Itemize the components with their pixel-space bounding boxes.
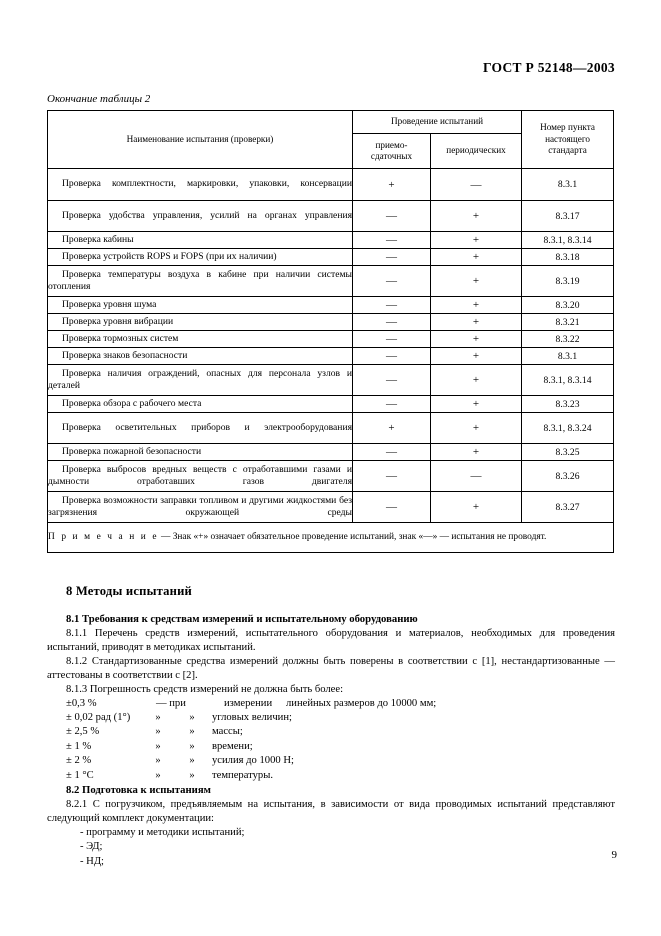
cell-acceptance-mark: — xyxy=(353,365,431,396)
table-row xyxy=(48,444,614,461)
cell-periodic-mark: + xyxy=(431,348,522,365)
table-note-text: — Знак «+» означает обязательное проведение испытаний, знак «—» — испытания не проводят. xyxy=(158,532,547,543)
cell-acceptance-mark: — xyxy=(353,492,431,523)
cell-clause: 8.3.25 xyxy=(522,444,614,461)
precision-row xyxy=(47,769,615,783)
table-row xyxy=(48,201,614,232)
list-item: - НД; xyxy=(80,855,104,867)
precision-ditto-2: » xyxy=(189,740,195,752)
cell-periodic-mark: + xyxy=(431,201,522,232)
cell-periodic-mark: — xyxy=(431,169,522,201)
cell-test-name: Проверка возможности заправки топливом и другими жидкостями без загрязнения окружающей среды xyxy=(48,492,353,523)
cell-acceptance-mark: — xyxy=(353,266,431,297)
precision-description: времени; xyxy=(212,740,253,752)
precision-ditto-2: » xyxy=(189,755,195,767)
subsection-8-2-title: 8.2 Подготовка к испытаниям xyxy=(66,784,211,797)
precision-description: температуры. xyxy=(212,769,273,781)
precision-row xyxy=(47,711,615,725)
clause-header-line-3: стандарта xyxy=(548,145,587,156)
precision-ditto-1: » xyxy=(155,726,161,738)
column-header-periodic: периодических xyxy=(431,134,522,169)
cell-test-name: Проверка кабины xyxy=(48,232,353,249)
cell-periodic-mark: + xyxy=(431,266,522,297)
table-row xyxy=(48,266,614,297)
test-methods-table xyxy=(47,110,614,553)
precision-value: ± 2,5 % xyxy=(66,726,100,738)
precision-description: угловых величин; xyxy=(212,711,292,723)
cell-test-name: Проверка наличия ограждений, опасных для персонала узлов и деталей xyxy=(48,365,353,396)
cell-periodic-mark: + xyxy=(431,444,522,461)
cell-clause: 8.3.1, 8.3.14 xyxy=(522,232,614,249)
cell-test-name: Проверка пожарной безопасности xyxy=(48,444,353,461)
precision-ditto-1: — при xyxy=(156,697,186,709)
subsection-8-1-title: 8.1 Требования к средствам измерений и испытательному оборудованию xyxy=(66,612,418,625)
cell-clause: 8.3.18 xyxy=(522,249,614,266)
documentation-list xyxy=(47,826,615,869)
page-number: 9 xyxy=(611,849,617,861)
cell-test-name: Проверка температуры воздуха в кабине при наличии системы отопления xyxy=(48,266,353,297)
precision-value: ± 0,02 рад (1°) xyxy=(66,711,131,723)
list-item: - программу и методики испытаний; xyxy=(80,827,245,839)
table-note-row xyxy=(48,523,614,553)
precision-ditto-1: » xyxy=(155,769,161,781)
cell-acceptance-mark: + xyxy=(353,169,431,201)
precision-row xyxy=(47,740,615,754)
table-row xyxy=(48,348,614,365)
cell-periodic-mark: + xyxy=(431,396,522,413)
column-header-name: Наименование испытания (проверки) xyxy=(48,111,353,169)
cell-periodic-mark: + xyxy=(431,492,522,523)
cell-periodic-mark: + xyxy=(431,249,522,266)
table-2-container xyxy=(47,110,613,553)
cell-test-name: Проверка осветительных приборов и электрооборудования xyxy=(48,413,353,444)
precision-ditto-2: » xyxy=(189,769,195,781)
table-row xyxy=(48,297,614,314)
cell-test-name: Проверка уровня вибрации xyxy=(48,314,353,331)
precision-list xyxy=(47,697,615,783)
precision-value: ± 2 % xyxy=(66,755,92,767)
cell-clause: 8.3.27 xyxy=(522,492,614,523)
precision-ditto-2: измерении xyxy=(224,697,273,709)
cell-clause: 8.3.23 xyxy=(522,396,614,413)
cell-test-name: Проверка знаков безопасности xyxy=(48,348,353,365)
cell-periodic-mark: + xyxy=(431,413,522,444)
precision-description: усилия до 1000 Н; xyxy=(212,755,294,767)
cell-acceptance-mark: — xyxy=(353,201,431,232)
table-body xyxy=(48,169,614,553)
column-header-group-testing: Проведение испытаний xyxy=(353,111,522,134)
precision-ditto-1: » xyxy=(155,755,161,767)
column-header-clause xyxy=(522,111,614,169)
cell-test-name: Проверка удобства управления, усилий на органах управления xyxy=(48,201,353,232)
cell-test-name: Проверка устройств ROPS и FOPS (при их наличии) xyxy=(48,249,353,266)
cell-acceptance-mark: — xyxy=(353,314,431,331)
table-row xyxy=(48,461,614,492)
list-item: - ЭД; xyxy=(80,841,103,853)
table-row xyxy=(48,492,614,523)
table-row xyxy=(48,365,614,396)
cell-acceptance-mark: — xyxy=(353,249,431,266)
paragraph-8-1-1: 8.1.1 Перечень средств измерений, испытательного оборудования и материалов, необходимых для проведения испытаний, приводят в методиках испытаний. xyxy=(47,627,615,653)
cell-periodic-mark: + xyxy=(431,331,522,348)
precision-ditto-1: » xyxy=(155,711,161,723)
precision-description: массы; xyxy=(212,726,243,738)
cell-acceptance-mark: — xyxy=(353,232,431,249)
cell-periodic-mark: + xyxy=(431,314,522,331)
cell-acceptance-mark: + xyxy=(353,413,431,444)
precision-description: линейных размеров до 10000 мм; xyxy=(286,697,437,709)
table-row xyxy=(48,331,614,348)
table-row xyxy=(48,396,614,413)
table-row xyxy=(48,314,614,331)
table-row xyxy=(48,413,614,444)
cell-test-name: Проверка выбросов вредных веществ с отработавшими газами и дымности отработавших газов двигателя xyxy=(48,461,353,492)
cell-test-name: Проверка обзора с рабочего места xyxy=(48,396,353,413)
cell-clause: 8.3.1 xyxy=(522,348,614,365)
table-row xyxy=(48,169,614,201)
precision-value: ±0,3 % xyxy=(66,697,97,709)
cell-clause: 8.3.20 xyxy=(522,297,614,314)
section-8-title: 8 Методы испытаний xyxy=(66,584,193,598)
cell-periodic-mark: + xyxy=(431,365,522,396)
cell-clause: 8.3.21 xyxy=(522,314,614,331)
cell-acceptance-mark: — xyxy=(353,444,431,461)
table-caption: Окончание таблицы 2 xyxy=(47,93,151,105)
precision-row xyxy=(47,697,615,711)
document-body xyxy=(47,583,615,869)
precision-row xyxy=(47,754,615,768)
paragraph-8-1-3: 8.1.3 Погрешность средств измерений не должна быть более: xyxy=(66,683,344,695)
cell-acceptance-mark: — xyxy=(353,348,431,365)
cell-periodic-mark: + xyxy=(431,297,522,314)
cell-clause: 8.3.1 xyxy=(522,169,614,201)
paragraph-8-1-2: 8.1.2 Стандартизованные средства измерений должны быть поверены в соответствии с [1], нестандартизованные — аттестованы в соответствии с [2]. xyxy=(47,655,615,681)
cell-acceptance-mark: — xyxy=(353,331,431,348)
acceptance-header-line-1: приемо- xyxy=(375,139,408,150)
clause-header-line-2: настоящего xyxy=(545,133,590,144)
precision-value: ± 1 °С xyxy=(66,769,94,781)
cell-clause: 8.3.19 xyxy=(522,266,614,297)
cell-test-name: Проверка уровня шума xyxy=(48,297,353,314)
paragraph-8-2-1: 8.2.1 С погрузчиком, предъявляемым на испытания, в зависимости от вида проводимых испытаний представляют следующий комплект документации: xyxy=(47,799,615,825)
cell-acceptance-mark: — xyxy=(353,461,431,492)
document-standard-header: ГОСТ Р 52148—2003 xyxy=(482,60,615,75)
cell-acceptance-mark: — xyxy=(353,396,431,413)
precision-ditto-2: » xyxy=(189,726,195,738)
cell-clause: 8.3.1, 8.3.24 xyxy=(522,413,614,444)
cell-test-name: Проверка комплектности, маркировки, упаковки, консервации xyxy=(48,169,353,201)
cell-clause: 8.3.1, 8.3.14 xyxy=(522,365,614,396)
cell-clause: 8.3.22 xyxy=(522,331,614,348)
table-note-label: П р и м е ч а н и е xyxy=(48,532,159,543)
cell-clause: 8.3.17 xyxy=(522,201,614,232)
precision-ditto-2: » xyxy=(189,711,195,723)
table-row xyxy=(48,232,614,249)
column-header-acceptance xyxy=(353,134,431,169)
cell-acceptance-mark: — xyxy=(353,297,431,314)
cell-periodic-mark: + xyxy=(431,232,522,249)
precision-value: ± 1 % xyxy=(66,740,92,752)
precision-row xyxy=(47,725,615,739)
table-head xyxy=(48,111,614,169)
cell-clause: 8.3.26 xyxy=(522,461,614,492)
table-header-row-1 xyxy=(48,111,614,134)
table-row xyxy=(48,249,614,266)
table-note xyxy=(48,523,614,553)
cell-test-name: Проверка тормозных систем xyxy=(48,331,353,348)
clause-header-line-1: Номер пункта xyxy=(540,122,595,133)
acceptance-header-line-2: сдаточных xyxy=(370,151,413,161)
precision-ditto-1: » xyxy=(155,740,161,752)
cell-periodic-mark: — xyxy=(431,461,522,492)
